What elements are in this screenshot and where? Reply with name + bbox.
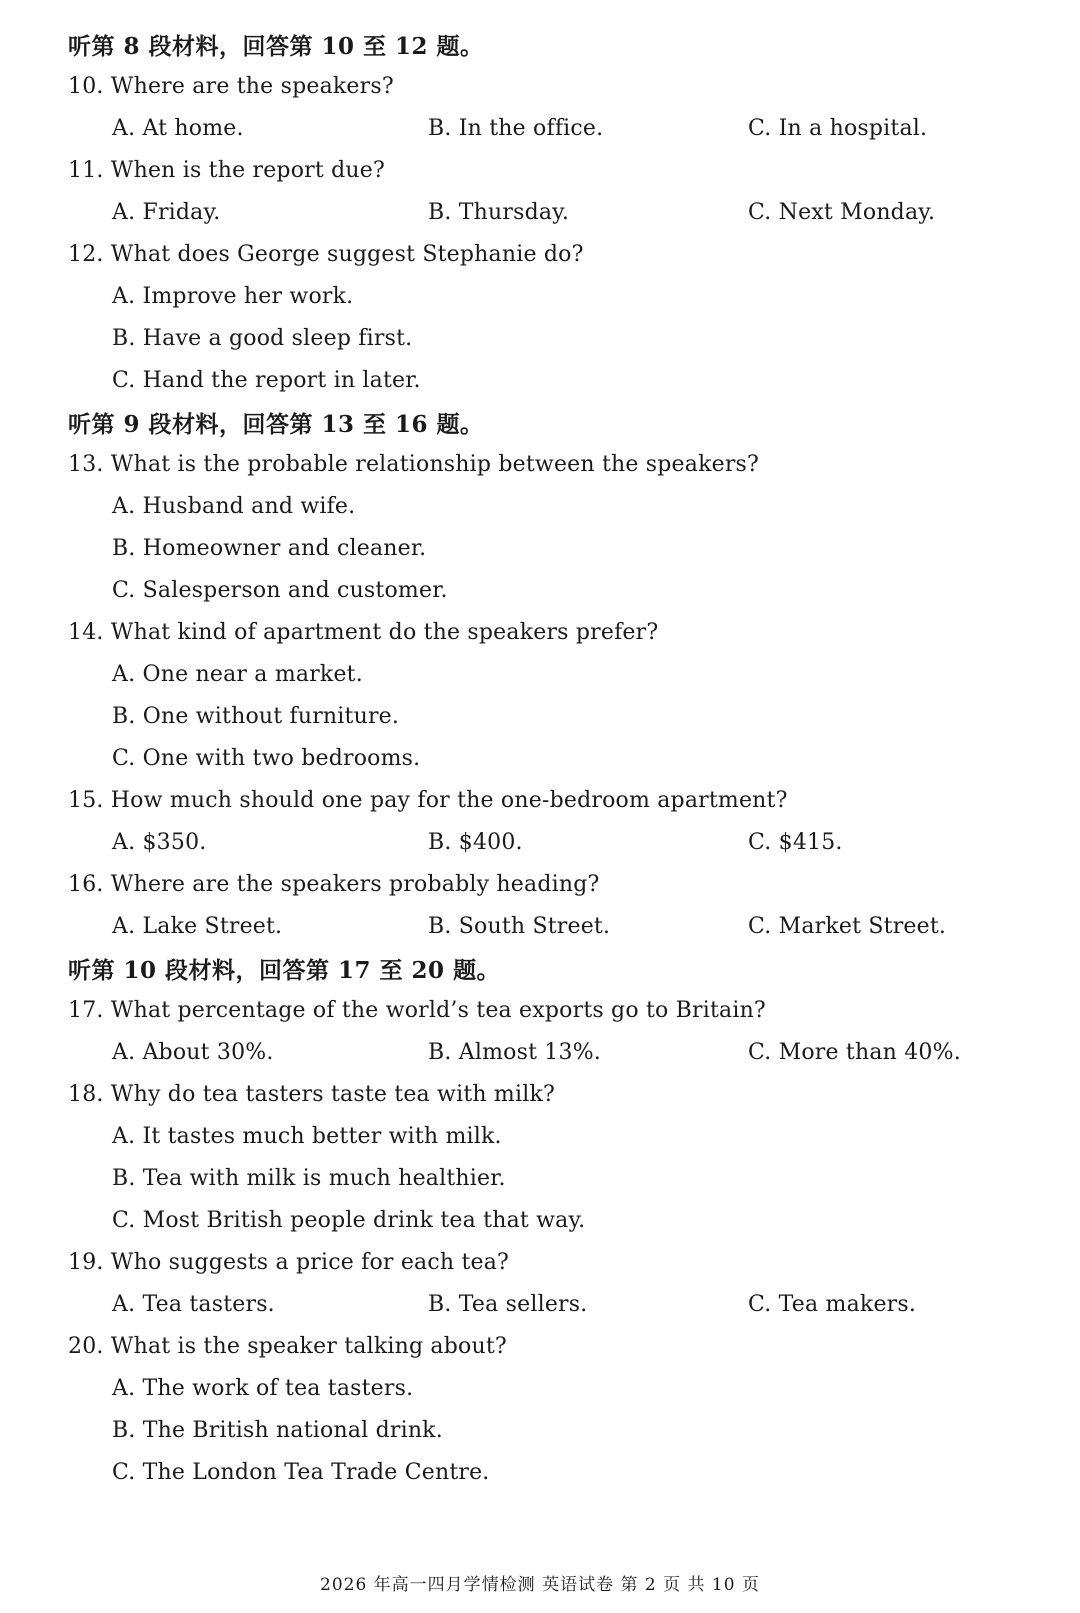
option-b: B. South Street. [428,914,611,939]
question-stem: 13. What is the probable relationship between the speakers? [68,452,760,477]
section-heading: 听第 9 段材料，回答第 13 至 16 题。 [68,411,484,438]
option-c: C. $415. [748,830,843,855]
question-stem: 19. Who suggests a price for each tea? [68,1250,510,1275]
question-stem: 15. How much should one pay for the one-bedroom apartment? [68,788,788,813]
question-stem: 20. What is the speaker talking about? [68,1334,507,1359]
option-b: B. Homeowner and cleaner. [112,536,427,561]
option-c: C. Market Street. [748,914,947,939]
option-c: C. More than 40%. [748,1040,961,1065]
option-a: A. Lake Street. [112,914,283,939]
question-stem: 11. When is the report due? [68,158,385,183]
option-c: C. Most British people drink tea that way. [112,1208,586,1233]
option-a: A. Improve her work. [112,284,354,309]
question-stem: 16. Where are the speakers probably heading? [68,872,600,897]
question-stem: 12. What does George suggest Stephanie do? [68,242,584,267]
option-b: B. $400. [428,830,523,855]
option-b: B. Tea sellers. [428,1292,588,1317]
option-b: B. One without furniture. [112,704,400,729]
option-a: A. At home. [112,116,244,141]
option-b: B. The British national drink. [112,1418,443,1443]
option-c: C. Next Monday. [748,200,936,225]
option-b: B. In the office. [428,116,604,141]
section-heading: 听第 8 段材料，回答第 10 至 12 题。 [68,33,484,60]
option-c: C. One with two bedrooms. [112,746,421,771]
option-a: A. $350. [112,830,207,855]
question-stem: 10. Where are the speakers? [68,74,394,99]
page-footer: 2026 年高一四月学情检测 英语试卷 第 2 页 共 10 页 [320,1575,760,1595]
option-a: A. It tastes much better with milk. [112,1124,502,1149]
option-c: C. The London Tea Trade Centre. [112,1460,490,1485]
question-stem: 14. What kind of apartment do the speakers prefer? [68,620,659,645]
option-c: C. Tea makers. [748,1292,917,1317]
option-a: A. The work of tea tasters. [112,1376,414,1401]
option-c: C. In a hospital. [748,116,928,141]
section-heading: 听第 10 段材料，回答第 17 至 20 题。 [68,957,501,984]
question-stem: 18. Why do tea tasters taste tea with milk? [68,1082,555,1107]
option-c: C. Salesperson and customer. [112,578,448,603]
option-b: B. Almost 13%. [428,1040,601,1065]
option-a: A. One near a market. [112,662,363,687]
option-b: B. Have a good sleep first. [112,326,413,351]
option-a: A. About 30%. [112,1040,274,1065]
option-a: A. Friday. [112,200,221,225]
option-b: B. Tea with milk is much healthier. [112,1166,506,1191]
option-a: A. Tea tasters. [112,1292,275,1317]
question-stem: 17. What percentage of the world’s tea exports go to Britain? [68,998,766,1023]
option-c: C. Hand the report in later. [112,368,421,393]
option-b: B. Thursday. [428,200,570,225]
option-a: A. Husband and wife. [112,494,356,519]
